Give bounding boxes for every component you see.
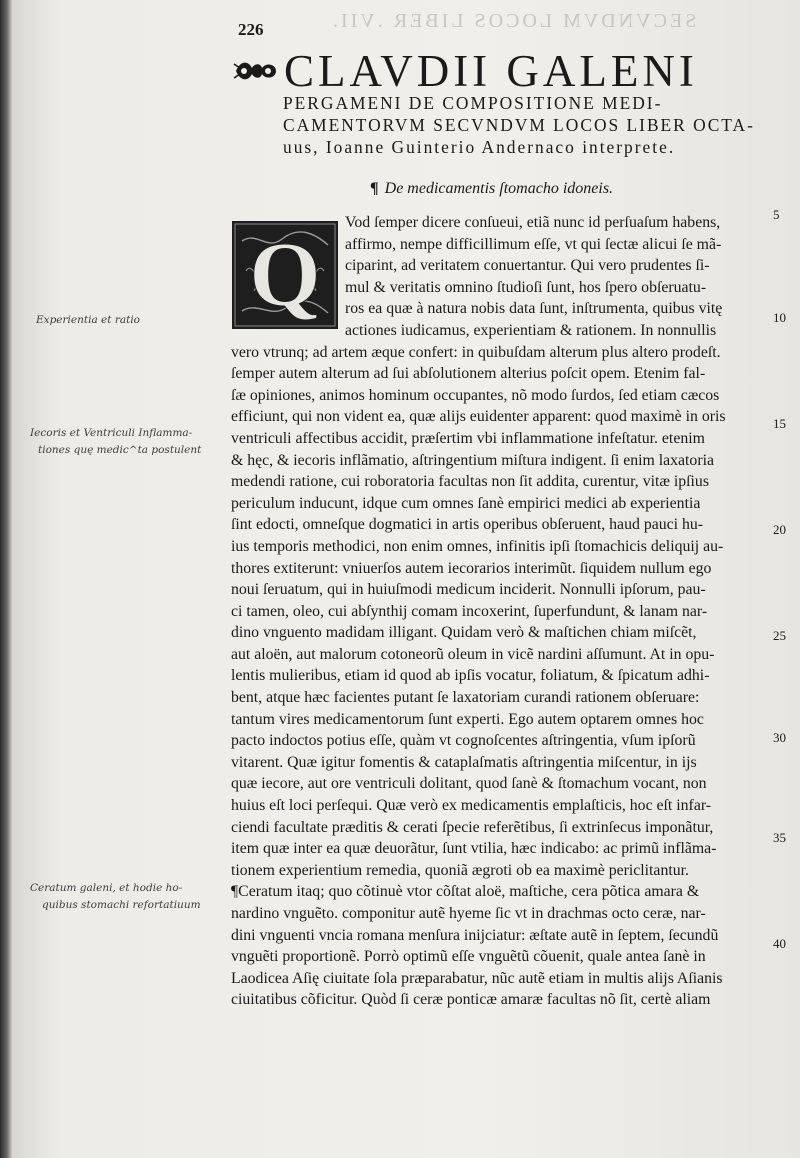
line-number: 35	[773, 830, 786, 845]
handwritten-annotation: Iecoris et Ventriculi Inflamma-	[30, 427, 193, 439]
text-line: noui ſeruatum, qui in huiuſmodi medicum inciderit. Nonnulli ipſorum, pau-	[231, 581, 706, 599]
text-line: ventriculi affectibus accidit, præſertim vbi inflammatione infeſtatur. etenim	[231, 429, 705, 447]
handwritten-annotation: quibus stomachi refortatiuum	[42, 899, 201, 911]
text-line: dini vnguenti vncia romana menſura inijciatur: æſtate autẽ in ſeptem, ſecundũ	[231, 926, 719, 944]
page-number: 226	[238, 20, 264, 39]
subtitle-line: uus, Ioanne Guinterio Andernaco interprete.	[283, 137, 676, 157]
text-line: lentis mulieribus, etiam id quod ab ipſis vocatur, foliatum, & ſpicatum adhi-	[231, 667, 710, 685]
text-line: ciparint, ad veritatem conuertantur. Qui vero prudentes ſi-	[345, 257, 710, 275]
subtitle-line: CAMENTORVM SECVNDVM LOCOS LIBER OCTA-	[283, 115, 755, 135]
text-line: medendi ratione, cui roboratoria facultas non ſit addita, curentur, vitæ ipſius	[231, 473, 709, 491]
line-number: 25	[773, 628, 786, 643]
text-line: Vod ſemper dicere conſueui, etiã nunc id perſuaſum habens,	[345, 214, 721, 231]
text-line: tantum vires medicamentorum ſunt experti. Ego autem optarem omnes hoc	[231, 710, 704, 728]
book-subtitle	[283, 92, 783, 158]
text-line: quæ iecore, aut ore ventriculi dolitant, quod ſanè & ſtomachum vocant, non	[231, 775, 707, 793]
text-line: tionem experientium remedia, quoniã ægroti ob ea maximè periclitantur.	[231, 861, 689, 879]
handwritten-annotation: tiones quę medic^ta postulent	[38, 444, 202, 456]
text-line: ſemper autem alterum ad ſui abſolutionem alterius poſcit opem. Etenim fal-	[231, 365, 706, 383]
pilcrow-icon: ¶	[370, 180, 379, 197]
text-line: huius eſt loci perſequi. Quæ verò ex medicamentis emplaſticis, hoc eſt infar-	[231, 797, 712, 815]
initial-letter: Q	[249, 223, 321, 325]
book-binding-edge	[0, 0, 12, 1158]
line-number: 5	[773, 207, 780, 222]
text-line: actiones iudicamus, experientiam & rationem. In nonnullis	[345, 321, 717, 339]
show-through-text: SECVNDVM LOCOS LIBER .VII.	[330, 10, 697, 32]
line-number: 20	[773, 522, 786, 537]
fleuron-ornament-icon	[232, 56, 280, 86]
text-line: affirmo, nempe difficillimum eſſe, vt qui ſectæ alicui ſe mã-	[345, 235, 722, 253]
text-line: ¶Ceratum itaq; quo cõtinuè vtor cõſtat aloë, maſtiche, cera põtica amara &	[231, 883, 700, 901]
text-line: ci tamen, oleo, cui abſynthij comam incoxerint, ſuperfundunt, & lanam nar-	[231, 602, 708, 620]
text-line: ſint edocti, omneſque dogmatici in artis operibus obſeruent, haud pauci hu-	[231, 516, 704, 534]
line-number: 40	[773, 936, 786, 951]
text-line: pacto indoctos potius eſſe, quàm vt cognoſcentes aſtringentia, vſum ipſorũ	[231, 732, 696, 750]
text-line: periculum inducunt, idque cum omnes ſanè empirici medici ab experientia	[231, 494, 701, 512]
line-number: 30	[773, 730, 786, 745]
text-line: efficiunt, qui non vident ea, quæ alijs euidenter apparent: quod maximè in oris	[231, 408, 726, 426]
body-text	[231, 212, 766, 1011]
text-line: ciuitatibus cõficitur. Quòd ſi ceræ ponticæ amaræ facultas nõ ſit, certè aliam	[231, 991, 711, 1009]
text-line: ros ea quæ à natura nobis data ſunt, inſtrumenta, quibus vitę	[345, 300, 723, 318]
text-line: vero vtrunq; ad artem æque confert: in quibuſdam alterum plus altero prodeſt.	[231, 343, 721, 361]
text-line: thores extiterunt: vniuerſos autem iecorarios interimũt. ſiquidem nullum ego	[231, 559, 712, 577]
text-line: item quæ inter ea quæ deuorãtur, ſunt vtilia, hæc indicabo: ac primũ inflãma-	[231, 840, 717, 858]
text-line: & hęc, & iecoris inflãmatio, aſtringentium miſtura indigent. ſi enim laxatoria	[231, 451, 714, 469]
subtitle-line: PERGAMENI DE COMPOSITIONE MEDI-	[283, 93, 663, 113]
text-line: nardino vnguẽto. componitur autẽ hyeme ſic vt in drachmas octo ceræ, nar-	[231, 905, 706, 922]
text-line: vnguẽti proportionẽ. Porrò optimũ eſſe vnguẽtũ cõuenit, quale antea ſanè in	[231, 948, 706, 966]
handwritten-annotation: Experientia et ratio	[36, 314, 141, 326]
handwritten-annotation: Ceratum galeni, et hodie ho-	[30, 882, 183, 894]
text-line: bent, atque hæc facientes putant ſe laxatoriam curandi rationem obſeruare:	[231, 689, 700, 707]
text-line: ciendi facultate præditis & cerati ſpecie referẽtibus, ſi extrinſecus imponãtur,	[231, 818, 714, 836]
text-line: dino vnguento madidam illigant. Quidam verò & maſtichen chiam miſcẽt,	[231, 624, 697, 642]
section-heading-text: De medicamentis ſtomacho idoneis.	[384, 180, 614, 197]
text-line: Laodicea Aſię ciuitate ſola præparabatur, nũc autẽ etiam in multis alijs Aſianis	[231, 969, 723, 987]
section-heading	[370, 180, 613, 198]
book-title: CLAVDII GALENI	[284, 46, 698, 96]
text-line: mul & veritatis omnino ſtudioſi ſunt, hos ſpero obſeruatu-	[345, 278, 707, 296]
text-line: vitarent. Quæ igitur fomentis & cataplaſmatis aſtringentia miſcentur, in ijs	[231, 753, 697, 771]
line-number: 15	[773, 416, 786, 431]
text-line: ſæ opiniones, animos hominum occupantes, nõ modo ſurdos, ſed etiam cæcos	[231, 386, 720, 404]
line-number: 10	[773, 310, 786, 325]
text-line: aut aloën, aut malorum cotoneorũ oleum in vicẽ nardini aſſumunt. At in opu-	[231, 645, 715, 663]
text-line: ius temporis methodici, non enim omnes, infinitis ipſi ſtomachicis deliquij au-	[231, 537, 724, 555]
